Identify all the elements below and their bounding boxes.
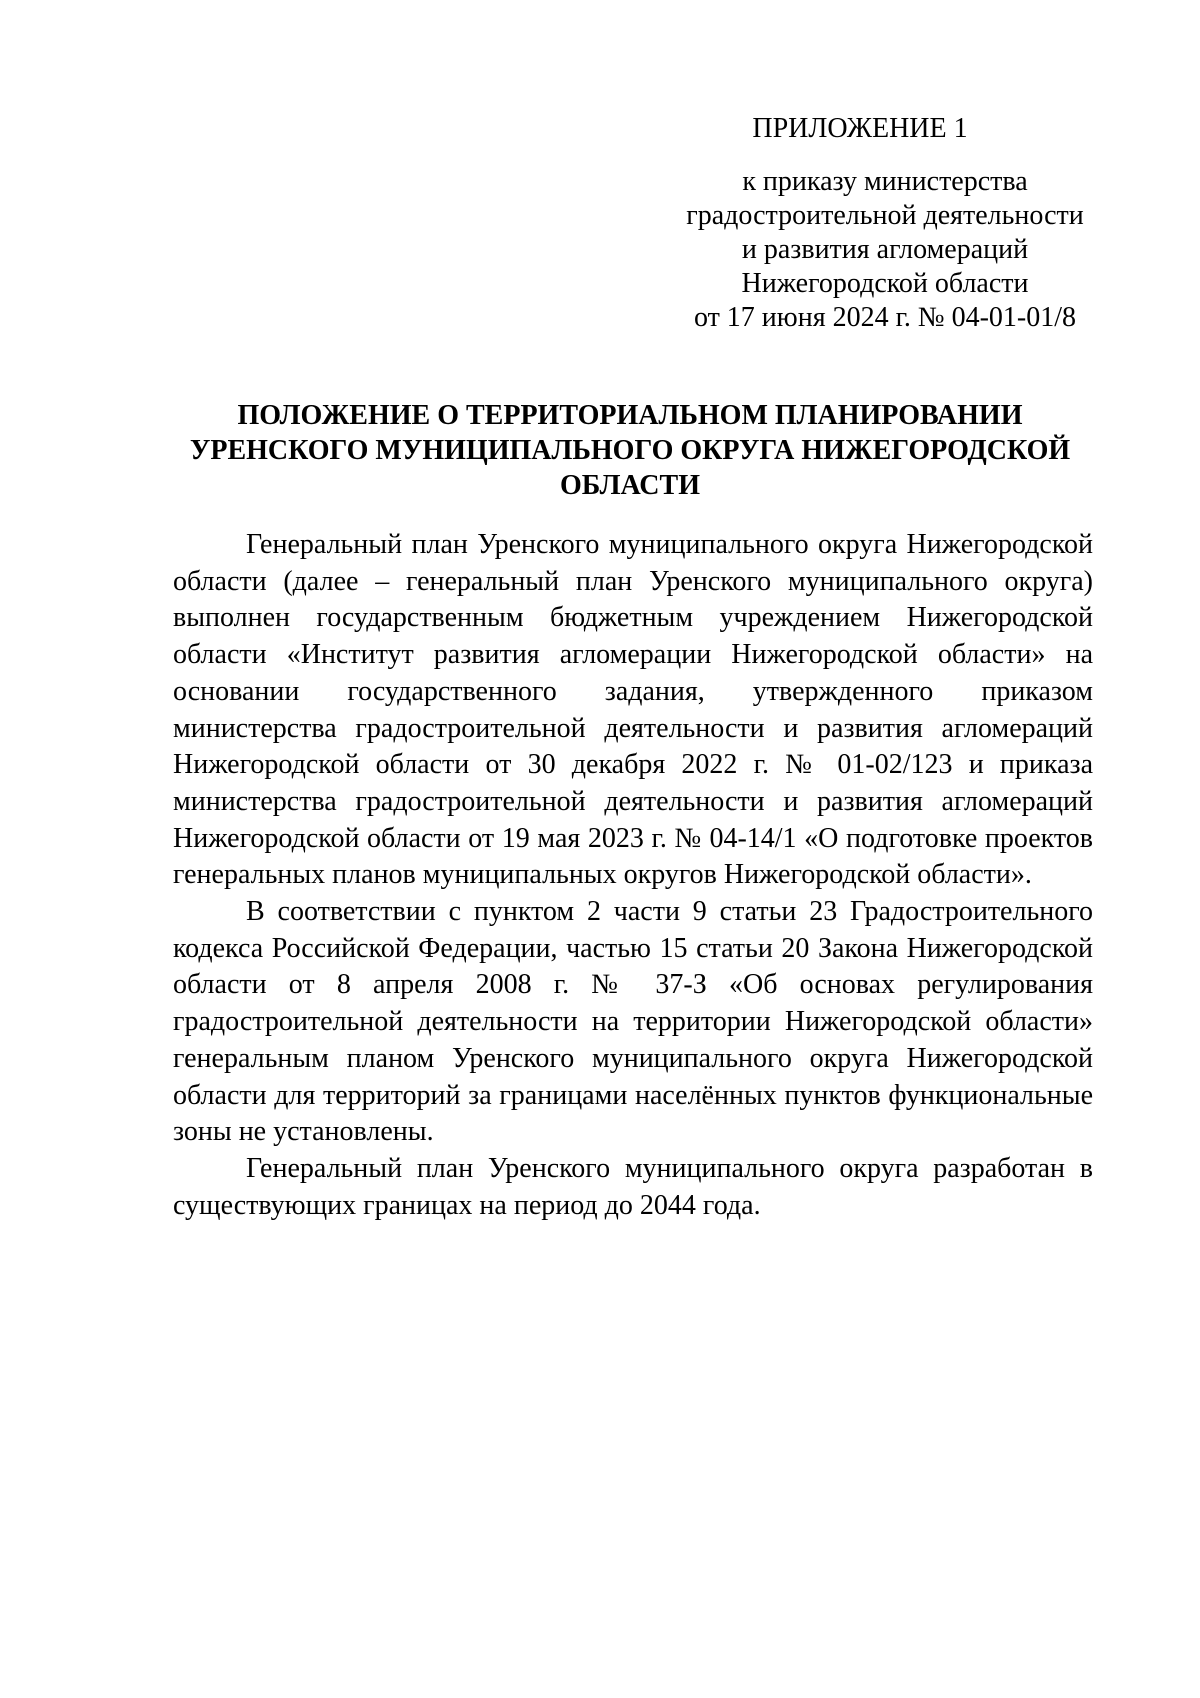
annex-line: к приказу министерства	[742, 166, 1028, 197]
annex-title: ПРИЛОЖЕНИЕ 1	[752, 113, 968, 144]
document-title-line: УРЕНСКОГО МУНИЦИПАЛЬНОГО ОКРУГА НИЖЕГОРОДСКОЙ	[189, 435, 1071, 466]
annex-line: от 17 июня 2024 г. № 04-01-01/8	[693, 302, 1077, 333]
annex-line: Нижегородской области	[741, 268, 1029, 299]
body-paragraph: Генеральный план Уренского муниципального округа Нижегородской области (далее – генеральный план Уренского муниципального округа) выполнен государственным бюджетным учреждением Нижегородской области «Институт развития агломерации Нижегородской области» на основании государственного задания, утвержденного приказом министерства градостроительной деятельности и развития агломераций Нижегородской области от 30 декабря 2022 г. № 01-02/123 и приказа министерства градостроительной деятельности и развития агломераций Нижегородской области от 19 мая 2023 г. № 04-14/1 «О подготовке проектов генеральных планов муниципальных округов Нижегородской области».	[173, 529, 1093, 891]
annex-line: градостроительной деятельности	[686, 200, 1084, 231]
body-paragraph: Генеральный план Уренского муниципального округа разработан в существующих границах на период до 2044 года.	[173, 1152, 1093, 1221]
document-title-line: ОБЛАСТИ	[560, 470, 700, 501]
annex-line: и развития агломераций	[741, 234, 1029, 265]
annex-order-reference	[675, 165, 1095, 335]
document-title-line: ПОЛОЖЕНИЕ О ТЕРРИТОРИАЛЬНОМ ПЛАНИРОВАНИИ	[237, 400, 1023, 431]
body-paragraph: В соответствии с пунктом 2 части 9 статьи 23 Градостроительного кодекса Российской Федерации, частью 15 статьи 20 Закона Нижегородской области от 8 апреля 2008 г. № 37-З «Об основах регулирования градостроительной деятельности на территории Нижегородской области» генеральным планом Уренского муниципального округа Нижегородской области для территорий за границами населённых пунктов функциональные зоны не установлены.	[173, 896, 1093, 1148]
document-body	[173, 527, 1093, 1224]
document-title	[170, 398, 1090, 503]
